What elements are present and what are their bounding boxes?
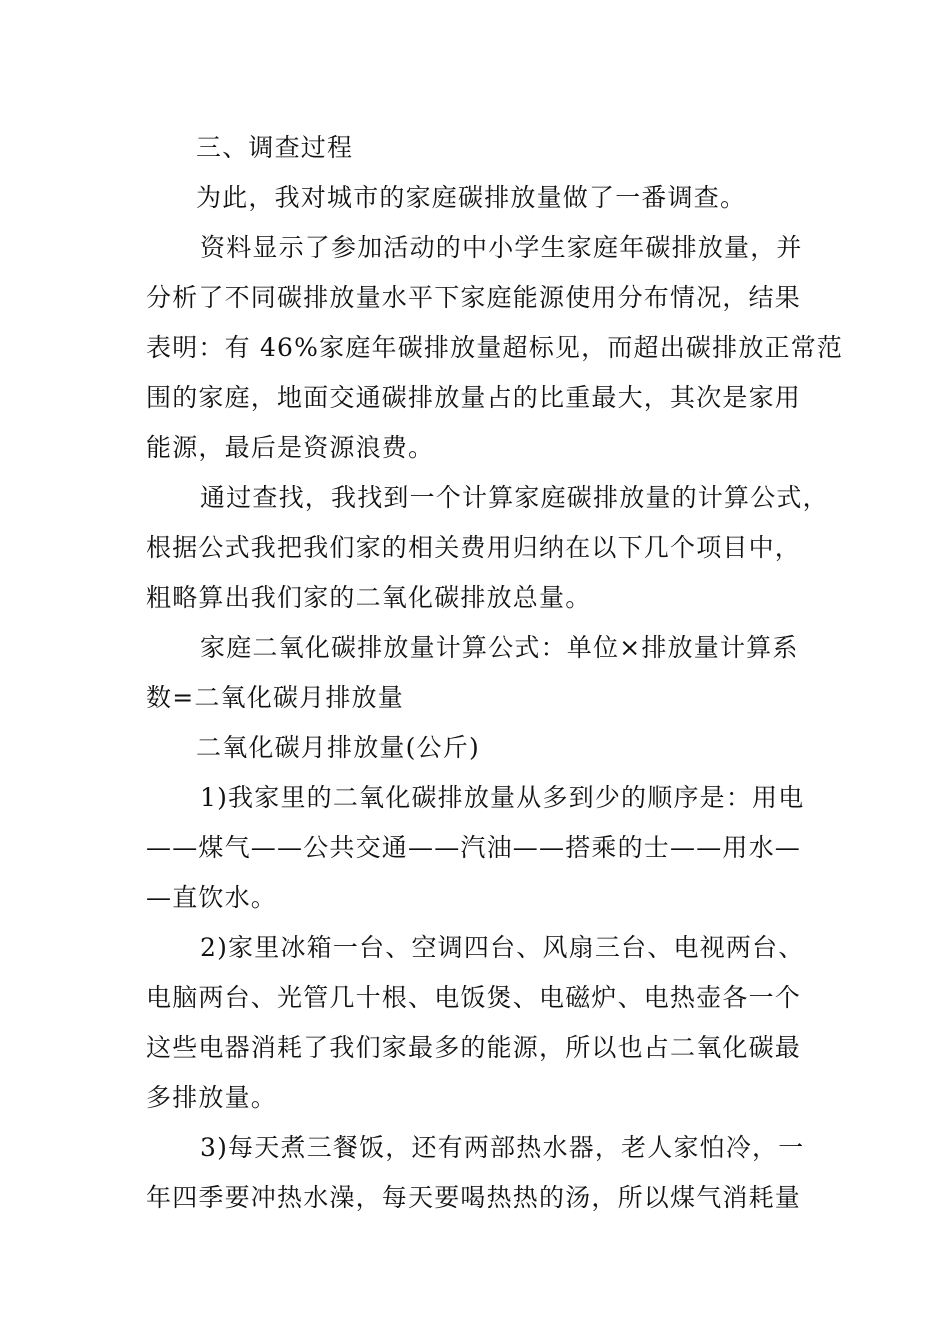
formula-line: 数=二氧化碳月排放量 [146,683,404,712]
section-heading: 三、调查过程 [196,133,354,162]
list-item-line: 2)家里冰箱一台、空调四台、风扇三台、电视两台、 [200,933,805,962]
paragraph-line: 分析了不同碳排放量水平下家庭能源使用分布情况，结果 [146,283,802,312]
paragraph-line: 根据公式我把我们家的相关费用归纳在以下几个项目中， [146,533,802,562]
paragraph-line: 粗略算出我们家的二氧化碳排放总量。 [146,583,592,612]
paragraph-line: 表明：有 46%家庭年碳排放量超标见，而超出碳排放正常范 [146,333,844,362]
paragraph-line: 能源，最后是资源浪费。 [146,433,435,462]
list-item-line: ——煤气——公共交通——汽油——搭乘的士——用水— [146,833,802,862]
list-item-line: 1)我家里的二氧化碳排放量从多到少的顺序是：用电 [200,783,805,812]
paragraph-line: 资料显示了参加活动的中小学生家庭年碳排放量，并 [200,233,803,262]
list-item-line: 3)每天煮三餐饭，还有两部热水器，老人家怕冷，一 [200,1133,805,1162]
list-item-line: —直饮水。 [146,883,278,912]
formula-line: 家庭二氧化碳排放量计算公式：单位×排放量计算系 [200,633,799,662]
list-item-line: 电脑两台、光管几十根、电饭煲、电磁炉、电热壶各一个 [146,983,802,1012]
paragraph-line: 围的家庭，地面交通碳排放量占的比重最大，其次是家用 [146,383,802,412]
paragraph-line: 通过查找，我找到一个计算家庭碳排放量的计算公式， [200,483,829,512]
unit-line: 二氧化碳月排放量(公斤) [196,733,480,762]
list-item-line: 这些电器消耗了我们家最多的能源，所以也占二氧化碳最 [146,1033,802,1062]
paragraph-line: 为此，我对城市的家庭碳排放量做了一番调查。 [196,183,747,212]
list-item-line: 年四季要冲热水澡，每天要喝热热的汤，所以煤气消耗量 [146,1183,802,1212]
list-item-line: 多排放量。 [146,1083,278,1112]
